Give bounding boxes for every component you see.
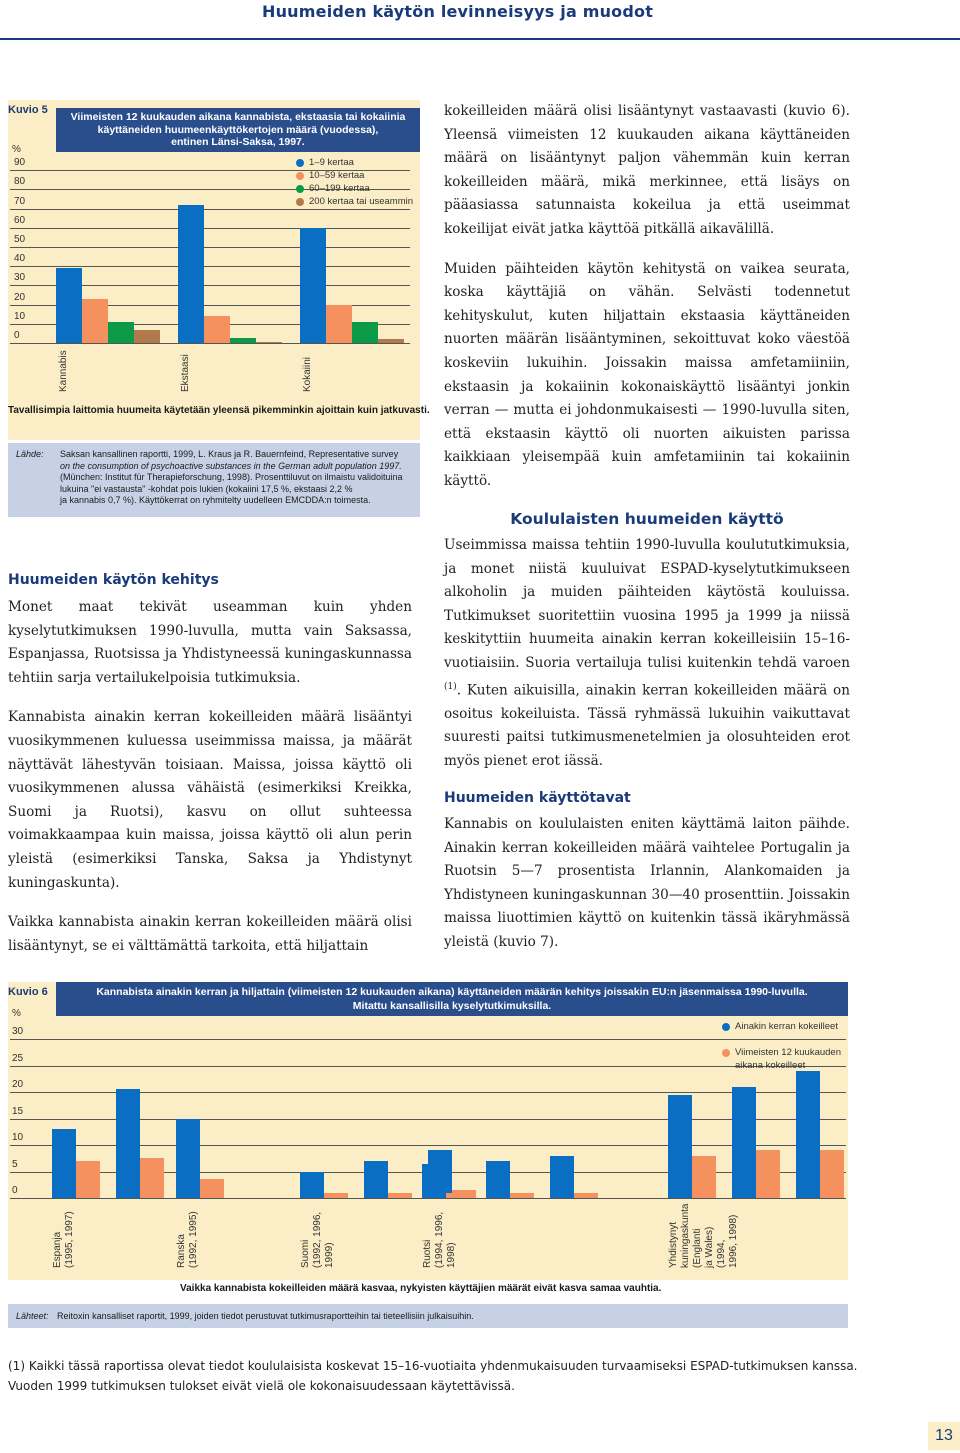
bar-recent (76, 1161, 100, 1198)
figure-5-note: Tavallisimpia laittomia huumeita käytetään yleensä pikemminkin ajoittain kuin jatkuvasti. (8, 405, 430, 416)
bar-recent (692, 1156, 716, 1198)
bar-ever (300, 1172, 324, 1199)
y-tick-label: 30 (14, 272, 26, 284)
gridline (10, 209, 410, 210)
bar-recent (200, 1179, 224, 1198)
left-column-text (8, 596, 412, 974)
y-tick-label: 20 (12, 1079, 24, 1090)
footnote-marker: (1) (8, 1359, 25, 1373)
bar (134, 330, 160, 343)
bar-recent (140, 1158, 164, 1198)
footnote-text: Kaikki tässä raportissa olevat tiedot koululaisista koskevat 15–16-vuotiaita yhdenmukaisuuden turvaamiseksi ESPAD-tutkimuksen kanssa. Vuoden 1999 tutkimuksen tulokset eivät vielä ole kokonaisuudessaan käytettävissä. (8, 1359, 858, 1393)
figure-5-title-line: Viimeisten 12 kuukauden aikana kannabista, ekstaasia tai kokaiinia (70, 111, 406, 123)
category-label: kuningaskunta (680, 1203, 691, 1268)
category-label: 1999) (324, 1242, 335, 1268)
bar-ever (422, 1164, 446, 1198)
bar (256, 342, 282, 343)
legend-swatch (296, 185, 304, 193)
page-number: 13 (928, 1422, 960, 1450)
figure-6-source-label: Lähteet: (16, 1311, 49, 1321)
bar (352, 322, 378, 343)
y-tick-label: 20 (14, 291, 26, 303)
figure-5-source-line: on the consumption of psychoactive substances in the German adult population 1997. (60, 460, 402, 471)
legend-swatch (296, 159, 304, 167)
legend-label: 1–9 kertaa (309, 157, 354, 168)
figure-6-title (56, 982, 848, 1016)
bar-ever (116, 1089, 140, 1198)
legend-item (296, 169, 364, 182)
legend-label: Viimeisten 12 kuukauden (735, 1047, 841, 1058)
bar (326, 305, 352, 343)
gridline (10, 1198, 846, 1199)
forms-text (444, 813, 850, 971)
bar (178, 205, 204, 343)
legend-item (296, 182, 370, 195)
legend-label: 10–59 kertaa (309, 170, 365, 181)
legend-label: Ainakin kerran kokeilleet (735, 1021, 838, 1032)
figure-5-source-line: (München: Institut für Therapieforschung, 1998). Prosenttiluvut on ilmaistu validoituina (60, 472, 403, 482)
bar (108, 322, 134, 343)
category-label: 1996, 1998) (728, 1214, 739, 1268)
figure-5-source-label: Lähde: (16, 449, 44, 459)
paragraph: kokeilleiden määrä olisi lisääntynyt vastaavasti (kuvio 6). Yleensä viimeisten 12 kuukauden aikana käyttäneiden määrä on lisääntynyt paljon vähemmän kuin kerran kokeilleiden määrä, mikä merkinnee, että lisäys on pääasiassa satunnaista kokeilua ja että useimmat kokeilijat eivät jatka käyttöä pitkällä aikavälillä. (444, 103, 850, 237)
section-heading-development: Huumeiden käytön kehitys (8, 572, 219, 588)
figure-5-source-line: lukuina "ei vastausta" -kohdat pois lukien (kokaiini 17,5 %, ekstaasi 2,2 % (60, 483, 353, 494)
bar-recent (574, 1193, 598, 1198)
bar-recent (756, 1150, 780, 1198)
figure-6-title-line: Kannabista ainakin kerran ja hiljattain (viimeisten 12 kuukauden aikana) käyttäneiden määrän kehitys joissakin EU:n jäsenmaissa 1990-luvulla. (96, 986, 808, 998)
figure-6-title-line: Mitattu kansallisilla kyselytutkimuksilla. (352, 999, 552, 1012)
category-label: Ekstaasi (180, 354, 191, 392)
y-tick-label: 30 (12, 1026, 24, 1037)
bar (82, 299, 108, 343)
gridline (10, 228, 410, 229)
bar-recent (324, 1193, 348, 1198)
bar-ever (486, 1161, 510, 1198)
bar-ever (668, 1095, 692, 1198)
bar-ever (796, 1071, 820, 1198)
paragraph-part: . Kuten aikuisilla, ainakin kerran kokeilleiden määrä on osoitus kokeiluista. Tässä ryhmässä lukuihin vaikuttavat suuresti paitsi tutkimusmenetelmien ja olosuhteiden erot myös pienet erot iässä. (444, 682, 850, 769)
footnote-ref: (1) (444, 681, 457, 692)
legend-item (722, 1020, 838, 1033)
gridline (10, 247, 410, 248)
bar (56, 268, 82, 343)
figure-5-title-line: käyttäneiden huumeenkäyttökertojen määrä (vuodessa), (97, 123, 379, 136)
y-tick-label: 50 (14, 234, 26, 245)
paragraph: Vaikka kannabista ainakin kerran kokeilleiden määrä olisi lisääntynyt, se ei välttämättä tarkoita, että hiljattain (8, 914, 412, 954)
y-tick-label: 70 (14, 195, 26, 207)
legend-item (722, 1046, 841, 1059)
bar-ever (364, 1161, 388, 1198)
y-tick-label: 80 (14, 176, 26, 188)
y-tick-label: 0 (14, 330, 20, 341)
figure-5-label: Kuvio 5 (8, 104, 48, 116)
gridline (10, 266, 410, 267)
section-heading-school: Koululaisten huumeiden käyttö (510, 510, 784, 528)
paragraph: Muiden päihteiden käytön kehitystä on vaikea seurata, koska käyttäjiä on vähän. Selvästi todennetut kehityskulut, kuten hiljattain ekstaasia käyttäneiden nuorten määrän lisääntyminen, sekoittuvat koko väestöä koskeviin lukuihin. Joissakin maissa amfetamiiniin, ekstaasin ja kokaiinin kokonaiskäyttö lisääntyi jonkin verran — mutta ei johdonmukaisesti — 1990-luvulla siten, että ekstaasin käyttö oli nuorten aikuisten parissa kaikkiaan yleisempää kuin amfetamiinin tai kokaiinin käyttö. (444, 260, 850, 489)
category-label: Ruotsi (422, 1239, 433, 1268)
category-label: Yhdistynyt (668, 1221, 679, 1268)
section-heading-forms: Huumeiden käyttötavat (444, 790, 631, 806)
legend-label: 200 kertaa tai useammin (309, 196, 414, 207)
y-tick-label: 40 (14, 253, 26, 265)
category-label: (1995, 1997) (64, 1211, 75, 1268)
figure-5-source-text (60, 449, 416, 507)
gridline (10, 343, 410, 344)
paragraph: Monet maat tekivät useamman kuin yhden kyselytutkimuksen 1990-luvulla, mutta vain Saksassa, Espanjassa, Ruotsissa ja Yhdistyneessä kuningaskunnassa tehtiin sarja vertailukelpoisia tutkimuksia. (8, 599, 412, 686)
gridline (10, 1039, 846, 1040)
bar (204, 316, 230, 343)
figure-5-source-line: ja kannabis 0,7 %). Käyttökerrat on ryhmitelty uudelleen EMCDDA:n toimesta. (60, 495, 371, 505)
y-tick-label: 10 (14, 310, 26, 322)
category-label: (1994, 1996, (434, 1211, 445, 1268)
y-tick-label: 60 (14, 214, 26, 226)
figure-6-source-text: Reitoxin kansalliset raportit, 1999, joiden tiedot perustuvat tutkimusraportteihin tai tieteellisiin julkaisuihin. (57, 1311, 474, 1321)
bar-ever (732, 1087, 756, 1198)
bar-recent (446, 1193, 470, 1198)
category-label: (Englanti (692, 1228, 703, 1268)
legend-swatch (722, 1023, 730, 1031)
legend-swatch (296, 172, 304, 180)
y-tick-label: 25 (12, 1052, 24, 1064)
paragraph: Kannabista ainakin kerran kokeilleiden määrä lisääntyi vuosikymmenen kuluessa useimmissa maissa, ja määrät näyttävät lähestyvän toisiaan. Maissa, joissa käyttö oli vuosikymmenen alussa vähäistä (esimerkiksi Kreikka, Suomi ja Ruotsi), kasvu on ollut suhteessa voimakkaampaa kuin maissa, joissa käyttö oli alun perin yleistä (esimerkiksi Tanska, Saksa ja Yhdistynyt kuningaskunta). (8, 709, 412, 891)
paragraph (444, 534, 850, 773)
bar-recent (820, 1150, 844, 1198)
page-header-title: Huumeiden käytön levinneisyys ja muodot (262, 2, 654, 21)
legend-label: 60–199 kertaa (309, 183, 370, 194)
y-tick-label: 15 (12, 1105, 24, 1117)
legend-swatch (722, 1049, 730, 1057)
figure-5-title (56, 108, 420, 152)
category-label: (1994, (716, 1239, 727, 1268)
legend-item (296, 156, 354, 169)
school-text (444, 534, 850, 789)
figure-6-note: Vaikka kannabista kokeilleiden määrä kasvaa, nykyisten käyttäjien määrät eivät kasva samaa vauhtia. (180, 1283, 662, 1294)
bar-ever (52, 1129, 76, 1198)
category-label: (1992, 1996, (312, 1211, 323, 1268)
footnote (8, 1356, 858, 1396)
y-tick-label: 10 (12, 1132, 24, 1143)
paragraph-part: Useimmissa maissa tehtiin 1990-luvulla koulututkimuksia, ja monet niistä kuuluivat ESPAD-kyselytutkimukseen alkoholin ja muiden päihteiden käytöstä kouluissa. Tutkimukset suoritettiin vuosina 1995 ja 1999 ja niissä keskityttiin huumeita ainakin kerran kokeilleisiin 15–16-vuotiaisiin. Suoria vertailuja tulisi kuitenkin tehdä varoen (444, 537, 850, 671)
right-column-text (444, 100, 850, 510)
category-label: ja Wales) (704, 1226, 715, 1268)
y-tick-label: 90 (14, 157, 26, 169)
gridline (10, 1066, 846, 1067)
bar-recent (388, 1193, 412, 1198)
category-label: Kannabis (58, 350, 69, 392)
figure-5-source-line: Saksan kansallinen raportti, 1999, L. Kraus ja R. Bauernfeind, Representative survey (60, 449, 399, 459)
figure-6-unit: % (12, 1008, 21, 1019)
category-label: 1998) (446, 1242, 457, 1268)
y-tick-label: 0 (12, 1185, 18, 1196)
figure-5-source (8, 443, 420, 517)
bar (230, 338, 256, 343)
figure-5-title-line: entinen Länsi-Saksa, 1997. (171, 136, 305, 148)
category-label: (1992, 1995) (188, 1211, 199, 1268)
paragraph: Kannabis on koululaisten eniten käyttämä laiton päihde. Ainakin kerran kokeilleiden määrä vaihtelee Portugalin ja Ruotsin 5—7 prosentista Irlannin, Alankomaiden ja Yhdistyneen kuningaskunnan 30—40 prosenttiin. Joissakin maissa liuottimien käyttö on kuitenkin tässä ikäryhmässä yleistä (kuvio 7). (444, 816, 850, 950)
category-label: Ranska (176, 1234, 187, 1268)
bar-ever (176, 1119, 200, 1199)
legend-label: aikana kokeilleet (735, 1060, 806, 1071)
figure-6-source (8, 1304, 848, 1328)
figure-6-label: Kuvio 6 (8, 986, 48, 998)
bar-ever (550, 1156, 574, 1198)
bar (378, 339, 404, 343)
category-label: Suomi (300, 1239, 311, 1268)
figure-5-unit: % (12, 144, 21, 155)
bar (300, 228, 326, 343)
y-tick-label: 5 (12, 1158, 18, 1170)
category-label: Espanja (52, 1231, 63, 1268)
category-label: Kokaiini (302, 356, 313, 392)
legend-item (296, 195, 413, 208)
bar-recent (510, 1193, 534, 1198)
legend-swatch (296, 198, 304, 206)
header-rule (0, 38, 960, 40)
